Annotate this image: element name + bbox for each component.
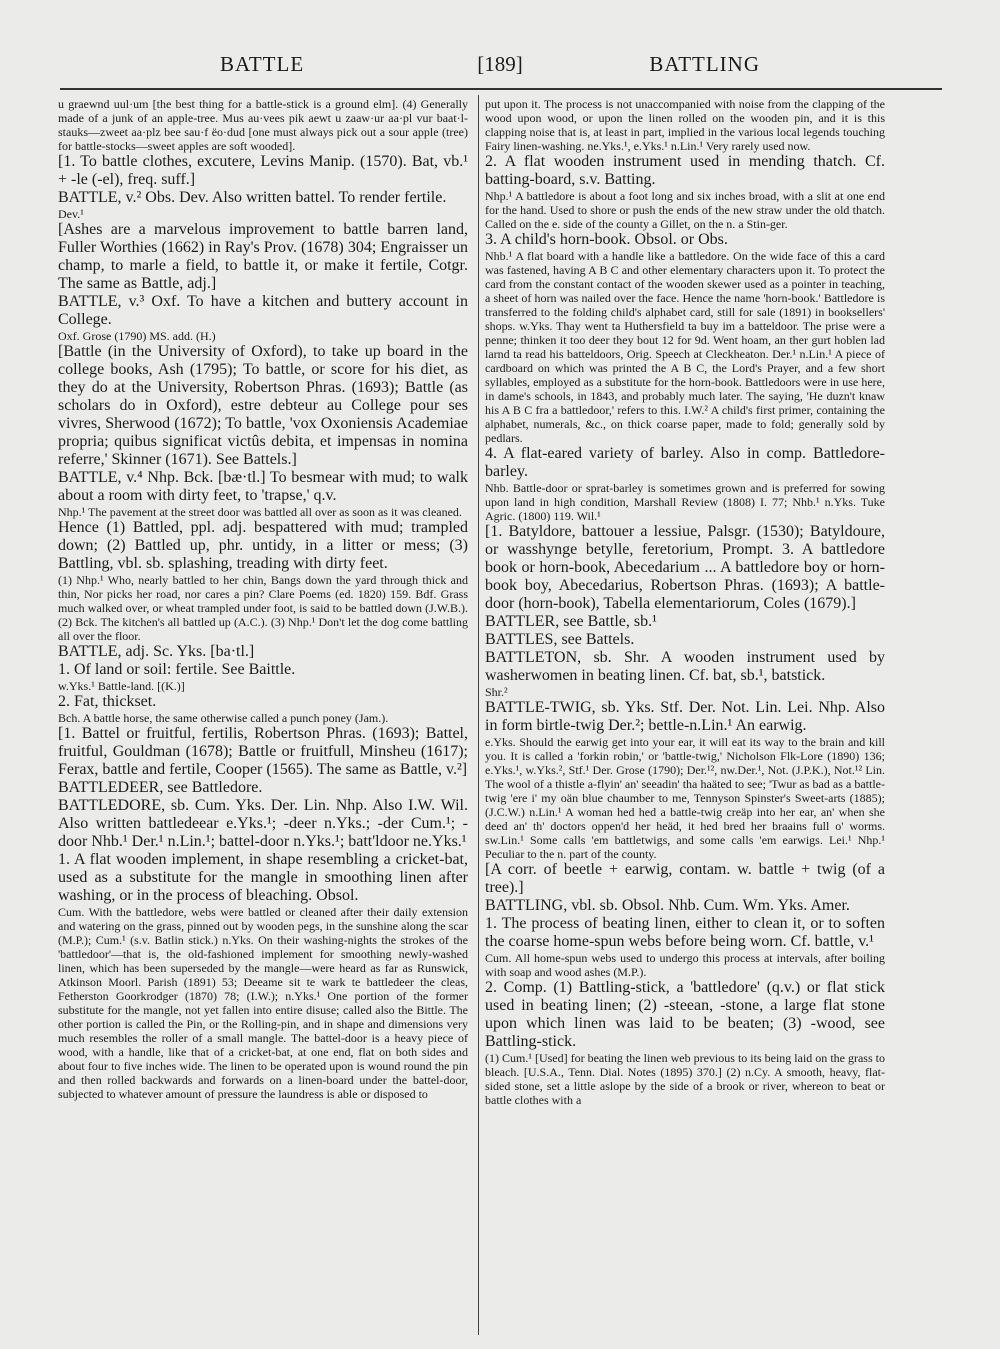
right-column-paragraph: Shr.²: [485, 685, 508, 699]
right-column-paragraph: 4. A flat-eared variety of barley. Also in comp. Battledore-barley.: [485, 445, 885, 480]
right-column-paragraph: (1) Cum.¹ [Used] for beating the linen web previous to its being laid on the grass to bleach. [U.S.A., Tenn. Dial. Notes (1895) 370.] (2) n.Cy. A smooth, heavy, flat-sided stone, set a little aslope by the side of a brook or river, whereon to beat or battle clothes with a: [485, 1051, 885, 1107]
running-head-right: BATTLING: [649, 52, 760, 76]
right-column-paragraph: [A corr. of beetle + earwig, contam. w. battle + twig (of a tree).]: [485, 861, 885, 896]
right-column-paragraph: BATTLING, vbl. sb. Obsol. Nhb. Cum. Wm. Yks. Amer.: [485, 897, 850, 914]
left-column-paragraph: BATTLE, v.² Obs. Dev. Also written battel. To render fertile.: [58, 189, 447, 206]
left-column-paragraph: BATTLE, v.³ Oxf. To have a kitchen and buttery account in College.: [58, 293, 468, 328]
left-column-paragraph: BATTLE, v.⁴ Nhp. Bck. [bæ·tl.] To besmear with mud; to walk about a room with dirty feet, to 'trapse,' q.v.: [58, 469, 468, 504]
right-column-paragraph: Nhb.¹ A flat board with a handle like a battledore. On the wide face of this a card was fastened, having A B C and other elementary characters upon it. To protect the card from the constant contact of the wooden skewer used as a pointer in teaching, a sheet of horn was nailed over the face. Hence the name 'horn-book.' Battledore is transferred to the folding child's alphabet card, still for sale (1891) in booksellers' shops. w.Yks. Thay went ta Huthersfield ta buy im a batteldoor. The prise were a penne; thinken it too deer they bout 12 for 9d. Went hoam, an ther gurt hoblen lad larnd ta read his batteldoors, Orig. Speech at Cleckheaton. Der.¹ n.Lin.¹ A piece of cardboard on which was printed the A B C, the Lord's Prayer, and a few short syllables, employed as a substitute for the horn-book. Battledoors were in use here, in dame's schools, in 1843, and probably much later. The saying, 'He duzn't knaw his A B C fra a battledoor,' refers to this. I.W.² A child's first primer, containing the alphabet, numerals, &c., on thick coarse paper, made to fold; generally sold by pedlars.: [485, 249, 885, 445]
right-column-paragraph: BATTLETON, sb. Shr. A wooden instrument used by washerwomen in beating linen. Cf. bat, sb.¹, batstick.: [485, 649, 885, 684]
left-column-paragraph: [1. Battel or fruitful, fertilis, Robertson Phras. (1693); Battel, fruitful, Gouldman (1678); Battle or fruitfull, Minsheu (1617); Ferax, battle and fertile, Cooper (1565). The same as Battle, v.²]: [58, 725, 468, 778]
right-column-paragraph: e.Yks. Should the earwig get into your ear, it will eat its way to the brain and kill you. It is called a 'forkin robin,' or 'battle-twig,' Nicholson Flk-Lore (1890) 136; e.Yks.¹, w.Yks.², Stf.¹ Der. Grose (1790); Der.¹², nw.Der.¹, Not. (J.P.K.), Not.¹² Lin. The wool of a thistle a-flyin' an' seeadin' tha haäted to see; 'Twur as bad as a battle-twig 'ere i' my oän blue chaumber to me, Tennyson Spinster's Sweet-arts (1885); (J.C.W.) n.Lin.¹ A woman hed hed a battle-twig creäp into her ear, an' when she deed an' th' doctors oppen'd her heäd, it hed bred her braains full o' worms. sw.Lin.¹ Some calls 'em battletwigs, and some calls 'em earwigs. Lei.¹ Nhp.¹ Peculiar to the n. part of the county.: [485, 735, 885, 861]
left-column-paragraph: Bch. A battle horse, the same otherwise called a punch poney (Jam.).: [58, 711, 389, 725]
left-column-paragraph: Cum. With the battledore, webs were battled or cleaned after their daily extension and watering on the grass, pinned out by wooden pegs, in the sunshine along the scar (M.P.); Cum.¹ (s.v. Batlin stick.) n.Yks. On their washing-nights the strokes of the 'battledoor'—that is, the old-fashioned implement for smoothing newly-washed linen, which has been superseded by the mangle—were heard as far as Runswick, Atkinson Moorl. Parish (1891) 53; Deeame sit te wark te battledeer the cleas, Fetherston Goorkrodger (1870) 78; (I.W.); n.Yks.¹ One portion of the former substitute for the mangle, not yet fallen into entire disuse; called also the Bittle. The other portion is called the Pin, or the Rolling-pin, and in shape and dimensions very much resembles the roller of a small mangle. The battel-door is a heavy piece of wood, with a handle, like that of a cricket-bat, at one end, flat on both sides and about four to five inches wide. The linen to be operated upon is wound round the pin and then rolled backwards and forwards on a linen-board under the battel-door, subjected to whatever amount of pressure the laundress is able or disposed to: [58, 905, 468, 1101]
right-column-paragraph: Nhb. Battle-door or sprat-barley is sometimes grown and is preferred for sowing upon land in high condition, Marshall Review (1808) I. 77; Nhb.¹ n.Yks. Tuke Agric. (1800) 119. Wil.¹: [485, 481, 885, 523]
left-column-paragraph: u graewnd uul·um [the best thing for a battle-stick is a ground elm]. (4) Generally made of a junk of an apple-tree. Mus au·vees pik aewt u zaaw·ur aa·pl vur baat·l-stauks—zweet aa·plz bee sau·f ëo·dud [one must always pick out a sour apple (tree) for battle-stocks—sweet apples are soft wooded].: [58, 97, 468, 153]
page-number: [189]: [477, 52, 523, 76]
left-column: [58, 97, 468, 1342]
left-column-paragraph: Hence (1) Battled, ppl. adj. bespattered with mud; trampled down; (2) Battled up, phr. untidy, in a litter or mess; (3) Battling, vbl. sb. splashing, treading with dirty feet.: [58, 519, 468, 572]
left-column-paragraph: 1. Of land or soil: fertile. See Baittle.: [58, 661, 296, 678]
right-column-paragraph: Cum. All home-spun webs used to undergo this process at intervals, after boiling with soap and wood ashes (M.P.).: [485, 951, 885, 979]
left-column-paragraph: [Battle (in the University of Oxford), to take up board in the college books, Ash (1795); To battle, or score for his diet, as they do at the University, Robertson Phras. (1693); Battle (as scholars do in Oxford), estre debteur au College pour ses vivres, Sherwood (1672); To battle, 'vox Oxoniensis Academiae propria; quibus significat victûs debita, et impensas in nomina referre,' Skinner (1671). See Battels.]: [58, 343, 468, 468]
right-column-paragraph: BATTLE-TWIG, sb. Yks. Stf. Der. Not. Lin. Lei. Nhp. Also in form birtle-twig Der.²; bettle-n.Lin.¹ An earwig.: [485, 699, 885, 734]
left-column-paragraph: BATTLE, adj. Sc. Yks. [ba·tl.]: [58, 643, 255, 660]
right-column-paragraph: 2. A flat wooden instrument used in mending thatch. Cf. batting-board, s.v. Batting.: [485, 153, 885, 188]
header-rule: [60, 88, 942, 90]
right-column-paragraph: 3. A child's horn-book. Obsol. or Obs.: [485, 231, 728, 248]
left-column-paragraph: (1) Nhp.¹ Who, nearly battled to her chin, Bangs down the yard through thick and thin, Nor picks her road, nor cares a pin? Clare Poems (ed. 1820) 159. Bdf. Grass much walked over, or wheat trampled under foot, is said to be battled down (J.W.B.). (2) Bck. The kitchen's all battled up (A.C.). (3) Nhp.¹ Don't let the dog come battling all over the floor.: [58, 573, 468, 643]
left-column-paragraph: Oxf. Grose (1790) MS. add. (H.): [58, 329, 216, 343]
right-column: [485, 97, 885, 1342]
left-column-paragraph: 1. A flat wooden implement, in shape resembling a cricket-bat, used as a substitute for the mangle in smoothing linen after washing, or in the process of bleaching. Obsol.: [58, 851, 468, 904]
column-divider: [478, 95, 479, 1335]
left-column-paragraph: [Ashes are a marvelous improvement to battle barren land, Fuller Worthies (1662) in Ray's Prov. (1678) 304; Engraisser un champ, to marle a field, to battle it, or make it fertile, Cotgr. The same as Battle, adj.]: [58, 221, 468, 292]
right-column-paragraph: [1. Batyldore, battouer a lessiue, Palsgr. (1530); Batyldoure, or wasshynge betylle, feretorium, Prompt. 3. A battledore book or horn-book, Abecedarium ... A battledore boy or horn-book boy, Abecedarius, Robertson Phras. (1693); A battle-door (horn-book), Tabella elementariorum, Coles (1679).]: [485, 523, 885, 612]
right-column-paragraph: Nhp.¹ A battledore is about a foot long and six inches broad, with a slit at one end for the hand. Used to shore or push the ends of the new straw under the old thatch. Called on the e. side of the county a Gillet, on the n. a Stin-ger.: [485, 189, 885, 231]
running-head-left: BATTLE: [220, 52, 305, 76]
left-column-paragraph: [1. To battle clothes, excutere, Levins Manip. (1570). Bat, vb.¹ + -le (-el), freq. suff.]: [58, 153, 468, 188]
left-column-paragraph: BATTLEDEER, see Battledore.: [58, 779, 263, 796]
right-column-paragraph: BATTLER, see Battle, sb.¹: [485, 613, 657, 630]
right-column-paragraph: 1. The process of beating linen, either to clean it, or to soften the coarse home-spun webs before being worn. Cf. battle, v.¹: [485, 915, 885, 950]
left-column-paragraph: Dev.¹: [58, 207, 84, 221]
right-column-paragraph: 2. Comp. (1) Battling-stick, a 'battledore' (q.v.) or flat stick used in beating linen; (2) -steean, -stone, a large flat stone upon which linen was laid to be beaten; (3) -wood, see Battling-stick.: [485, 979, 885, 1050]
right-column-paragraph: BATTLES, see Battels.: [485, 631, 635, 648]
page-header: [60, 52, 940, 88]
right-column-paragraph: put upon it. The process is not unaccompanied with noise from the clapping of the wood upon wood, or upon the linen rolled on the wooden pin, and it is this clapping noise that is, at least in part, implied in the various local legends touching Fairy linen-washing. ne.Yks.¹, e.Yks.¹ n.Lin.¹ Very rarely used now.: [485, 97, 885, 153]
left-column-paragraph: w.Yks.¹ Battle-land. [(K.)]: [58, 679, 185, 693]
left-column-paragraph: BATTLEDORE, sb. Cum. Yks. Der. Lin. Nhp. Also I.W. Wil. Also written battledeear e.Yks.¹; -deer n.Yks.; -der Cum.¹; -door Nhb.¹ Der.¹ n.Lin.¹; battel-door n.Yks.¹; batt'ldoor ne.Yks.¹: [58, 797, 468, 850]
left-column-paragraph: 2. Fat, thickset.: [58, 693, 157, 710]
left-column-paragraph: Nhp.¹ The pavement at the street door was battled all over as soon as it was cleaned.: [58, 505, 462, 519]
